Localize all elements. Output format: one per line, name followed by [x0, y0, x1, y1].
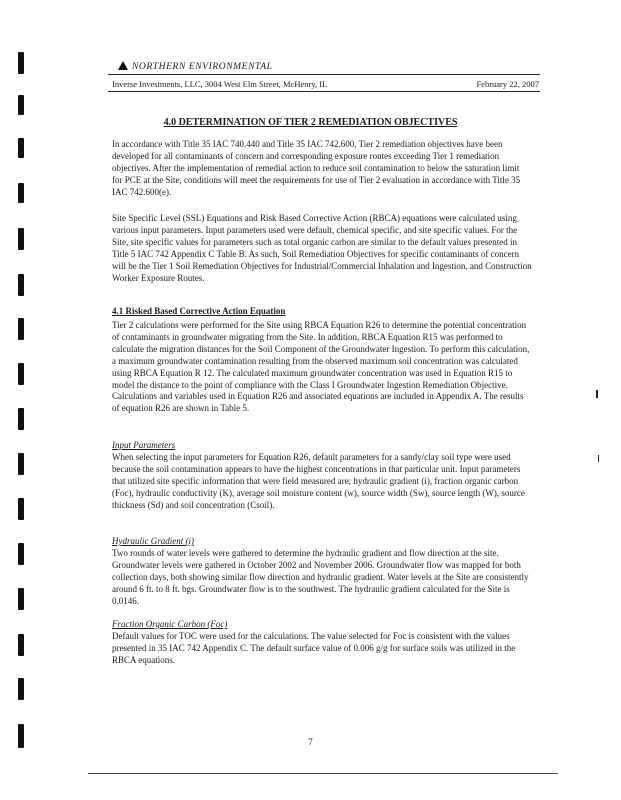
subsection-heading: 4.1 Risked Based Corrective Action Equation — [112, 306, 286, 316]
footer-divider — [88, 773, 558, 774]
subsection-heading: Fraction Organic Carbon (Foc) — [112, 619, 228, 629]
binder-mark — [18, 183, 24, 203]
body-paragraph: Two rounds of water levels were gathered to determine the hydraulic gradient and flow direction at the site. Groundwater levels were gathered in October 2002 and November 2006. Groundwater flow was mapped for both collection days, both showing similar flow direction and hydraulic gradient. Water levels at the Site are consistently around 6 ft. to 8 ft. bgs. Groundwater flow is to the southwest. The hydraulic gradient calculated for the Site is 0.0146. — [112, 548, 529, 606]
body-paragraph: In accordance with Title 35 IAC 740.440 and Title 35 IAC 742.600, Tier 2 remediation objectives have been developed for all contaminants of concern and corresponding exposure routes exceeding Tier 1 remediation objectives. After the implementation of remedial action to reduce soil contamination to below the saturation limit for PCE at the Site, conditions will meet the requirements for use of Tier 2 evaluation in accordance with Title 35 IAC 742.600(e). — [112, 139, 521, 197]
binder-mark — [18, 138, 24, 158]
subsection-heading: Input Parameters — [112, 440, 176, 450]
binder-mark — [18, 498, 24, 520]
scan-artifact — [598, 455, 599, 462]
triangle-logo-icon — [118, 61, 128, 70]
binder-mark — [18, 588, 24, 610]
header-divider — [108, 74, 540, 75]
binder-mark — [18, 52, 24, 74]
section-title: 4.0 DETERMINATION OF TIER 2 REMEDIATION OBJECTIVES — [163, 117, 458, 128]
binder-mark — [18, 363, 24, 385]
subsection-heading: Hydraulic Gradient (i) — [112, 536, 194, 546]
body-paragraph: Site Specific Level (SSL) Equations and Risk Based Corrective Action (RBCA) equations were calculated using various input parameters. Input parameters used were default, chemical specific, and site specific values. For the Site, site specific values for parameters such as total organic carbon are similar to the default values presented in Title 5 IAC 742 Appendix C Table B. As such, Soil Remediation Objectives for specific contaminants of concern will be the Tier 1 Soil Remediation Objectives for Industrial/Commercial Inhalation and Ingestion, and Construction Worker Exposure Routes. — [112, 213, 532, 283]
binder-mark — [18, 274, 24, 296]
binder-mark — [18, 634, 24, 656]
body-paragraph: When selecting the input parameters for Equation R26, default parameters for a sandy/clay soil type were used because the soil contamination appears to have the highest concentrations in that particular unit. Input parameters that utilized site specific information that were field measured are; hydraulic gradient (i), fraction organic carbon (Foc), hydraulic conductivity (K), average soil moisture content (w), source width (Sw), source length (W), source thickness (Sd) and soil concentration (Csoil). — [112, 452, 525, 510]
binder-mark — [18, 408, 24, 430]
company-name: NORTHERN ENVIRONMENTAL — [132, 62, 273, 72]
binder-mark — [18, 678, 24, 700]
binder-mark — [18, 95, 24, 115]
client-address: Inverse Investments, LLC, 3004 West Elm Street, McHenry, IL — [112, 79, 328, 89]
binder-mark — [18, 318, 24, 340]
body-paragraph: Tier 2 calculations were performed for the Site using RBCA Equation R26 to determine the potential concentration of contaminants in groundwater migrating from the Site. In addition, RBCA Equation R15 was performed to calculate the migration distances for the Soil Component of the Groundwater Ingestion. To perform this calculation, a maximum groundwater contamination resulting from the observed maximum soil concentration was calculated using RBCA Equation R 12. The calculated maximum groundwater concentration was used in Equation R15 to model the distance to the point of compliance with the Class I Groundwater Ingestion Remediation Objective. Calculations and variables used in Equation R26 and associated equations are included in Appendix A. The results of equation R26 are shown in Table 5. — [112, 320, 530, 414]
binder-mark — [18, 543, 24, 565]
header-divider — [108, 91, 540, 92]
page-number: 7 — [308, 737, 313, 747]
body-paragraph: Default values for TOC were used for the calculations. The value selected for Foc is consistent with the values presented in 35 IAC 742 Appendix C. The default surface value of 0.006 g/g for surface soils was utilized in the RBCA equations. — [112, 631, 516, 665]
binder-mark — [18, 228, 24, 250]
binder-mark — [18, 453, 24, 475]
document-date: February 22, 2007 — [476, 79, 539, 89]
scan-artifact — [596, 390, 598, 398]
company-logo — [118, 61, 273, 72]
